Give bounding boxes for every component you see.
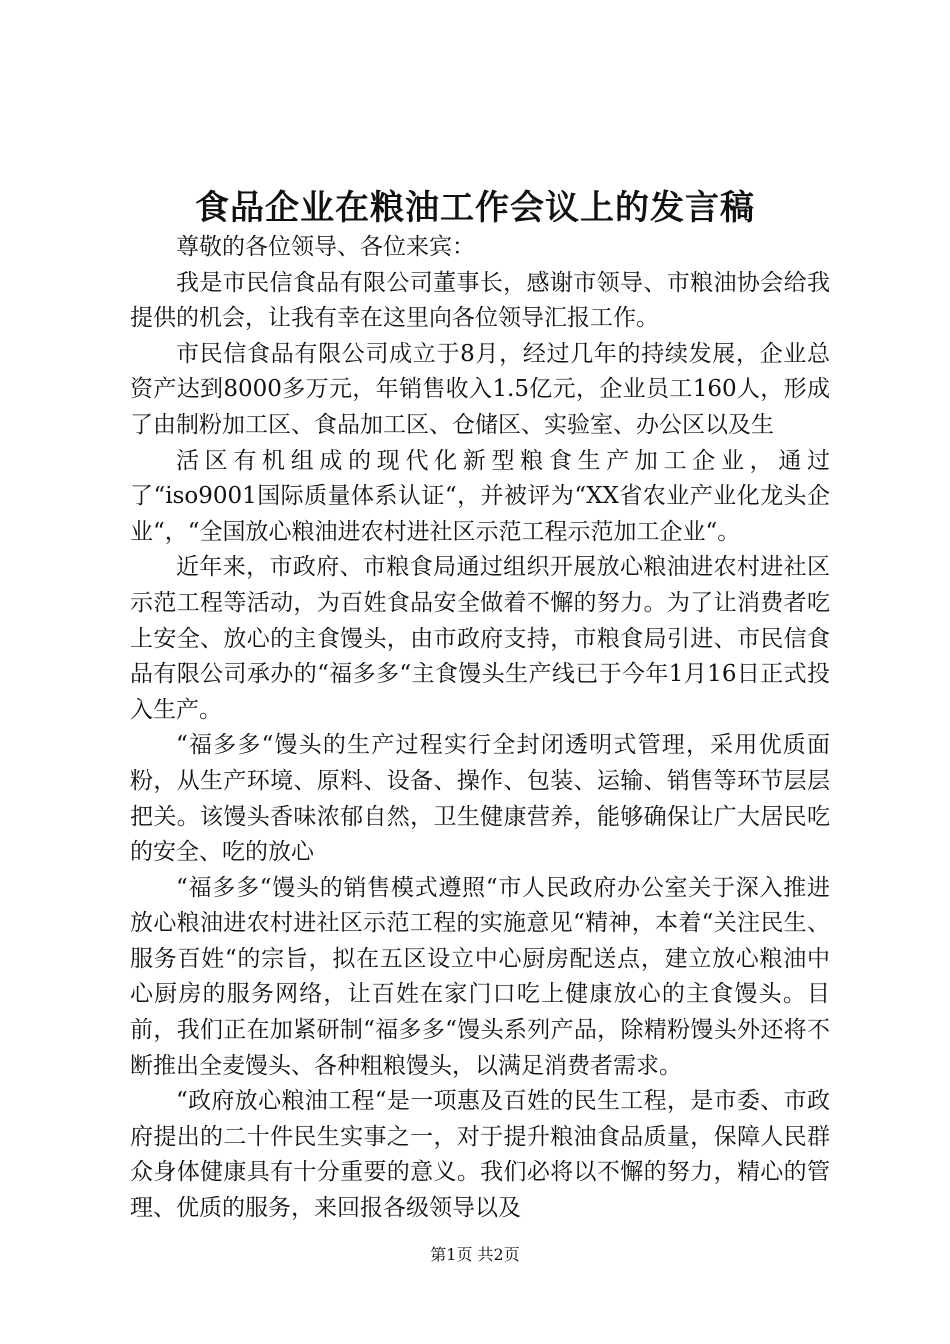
paragraph-company-certification: 活区有机组成的现代化新型粮食生产加工企业，通过了“iso9001国际质量体系认证“，并被评为“XX省农业产业化龙头企业“，“全国放心粮油进农村进社区示范工程示范加工企业“。	[130, 447, 830, 545]
page-number-footer: 第1页 共2页	[430, 1245, 520, 1264]
paragraph-production-process: “福多多“馒头的生产过程实行全封闭透明式管理，采用优质面粉，从生产环境、原料、设备、操作、包装、运输、销售等环节层层把关。该馒头香味浓郁自然，卫生健康营养，能够确保让广大居民吃的安全、吃的放心	[130, 732, 830, 866]
paragraph-company-overview: 市民信食品有限公司成立于8月，经过几年的持续发展，企业总资产达到8000多万元，年销售收入1.5亿元，企业员工160人，形成了由制粉加工区、食品加工区、仓储区、实验室、办公区以及生	[130, 340, 830, 438]
paragraph-salutation: 尊敬的各位领导、各位来宾：	[176, 234, 475, 260]
paragraph-government-initiative: 近年来，市政府、市粮食局通过组织开展放心粮油进农村进社区示范工程等活动，为百姓食品安全做着不懈的努力。为了让消费者吃上安全、放心的主食馒头，由市政府支持，市粮食局引进、市民信食品有限公司承办的“福多多“主食馒头生产线已于今年1月16日正式投入生产。	[130, 554, 830, 723]
paragraph-introduction: 我是市民信食品有限公司董事长，感谢市领导、市粮油协会给我提供的机会，让我有幸在这里向各位领导汇报工作。	[130, 269, 830, 332]
paragraph-sales-model: “福多多“馒头的销售模式遵照“市人民政府办公室关于深入推进放心粮油进农村进社区示范工程的实施意见“精神，本着“关注民生、服务百姓“的宗旨，拟在五区设立中心厨房配送点，建立放心粮油中心厨房的服务网络，让百姓在家门口吃上健康放心的主食馒头。目前，我们正在加紧研制“福多多“馒头系列产品，除精粉馒头外还将不断推出全麦馒头、各种粗粮馒头，以满足消费者需求。	[130, 874, 830, 1079]
document-body	[130, 230, 830, 1227]
document-title: 食品企业在粮油工作会议上的发言稿	[195, 188, 755, 228]
paragraph-conclusion: “政府放心粮油工程“是一项惠及百姓的民生工程，是市委、市政府提出的二十件民生实事之一，对于提升粮油食品质量，保障人民群众身体健康具有十分重要的意义。我们必将以不懈的努力，精心的管理、优质的服务，来回报各级领导以及	[130, 1088, 830, 1222]
